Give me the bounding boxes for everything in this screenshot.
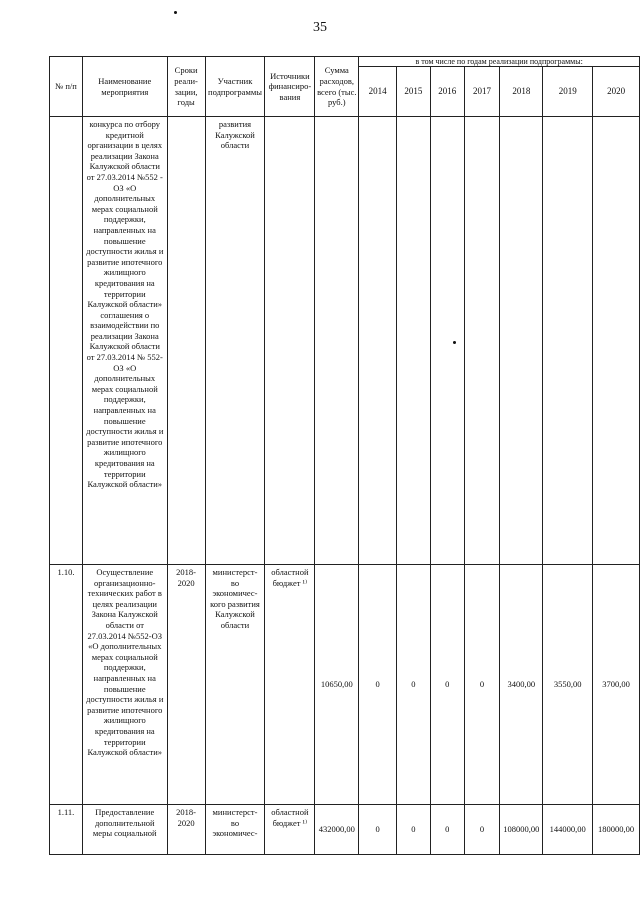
budget-table <box>49 56 640 855</box>
table-row <box>50 805 640 855</box>
row-value-2016: 0 <box>430 565 464 805</box>
row-name-text: Осуществление организационно-технических работ в целях реализации Закона Калужской области от 27.03.2014 №552-ОЗ «О дополнительных мерах социальной поддержки, направленных на повышение доступности жилья и развитие ипотечного жилищного кредитования на территории Калужской области» <box>86 567 164 758</box>
header-year: 2015 <box>397 67 431 117</box>
row-participant <box>205 565 265 805</box>
row-participant-text: министерст-во экономичес- <box>212 807 258 839</box>
row-value-2014 <box>359 117 397 565</box>
scan-speck <box>174 11 177 14</box>
table-row <box>50 117 640 565</box>
row-value-2020: 180000,00 <box>593 805 640 855</box>
row-value-2017 <box>464 117 500 565</box>
row-value-2018: 3400,00 <box>500 565 543 805</box>
row-participant-text: министерст-во экономичес-кого развития Калужской области <box>210 567 260 630</box>
header-year: 2017 <box>464 67 500 117</box>
header-num: № п/п <box>50 57 83 117</box>
row-name <box>82 805 167 855</box>
row-sum: 432000,00 <box>315 805 359 855</box>
row-value-2018: 108000,00 <box>500 805 543 855</box>
row-value-2020 <box>593 117 640 565</box>
header-participant: Участник подпрограммы <box>205 57 265 117</box>
header-name: Наименование мероприятия <box>82 57 167 117</box>
row-num <box>50 565 83 805</box>
row-value-2016: 0 <box>430 805 464 855</box>
row-value-2017: 0 <box>464 805 500 855</box>
table-row <box>50 565 640 805</box>
row-num <box>50 117 83 565</box>
header-terms: Сроки реали-зации, годы <box>167 57 205 117</box>
row-value-2015: 0 <box>397 565 431 805</box>
row-participant <box>205 805 265 855</box>
header-year: 2019 <box>543 67 593 117</box>
row-name-text: конкурса по отбору кредитной организации в целях реализации Закона Калужской области от 27.03.2014 №552 - ОЗ «О дополнительных мерах социальной поддержки, направленных на повышение доступности жилья и развитие ипотечного жилищного кредитования на территории Калужской области» соглашения о взаимодействии по реализации Закона Калужской области от 27.03.2014 № 552-ОЗ «О дополнительных мерах социальной поддержки, направленных на повышение доступности жилья и развитие ипотечного жилищного кредитования на территории Калужской области» <box>86 119 164 490</box>
row-sum: 10650,00 <box>315 565 359 805</box>
row-source <box>265 117 315 565</box>
header-year: 2016 <box>430 67 464 117</box>
header-years-group: в том числе по годам реализации подпрограммы: <box>359 57 640 67</box>
header-year: 2014 <box>359 67 397 117</box>
row-name <box>82 117 167 565</box>
row-value-2015: 0 <box>397 805 431 855</box>
row-name-text: Предоставление дополнительной меры социальной <box>92 807 157 839</box>
row-source <box>265 565 315 805</box>
row-value-2014: 0 <box>359 565 397 805</box>
table-header-row <box>50 57 640 67</box>
row-participant <box>205 117 265 565</box>
row-value-2019: 3550,00 <box>543 565 593 805</box>
header-source: Источники финансиро-вания <box>265 57 315 117</box>
header-sum: Сумма расходов, всего (тыс. руб.) <box>315 57 359 117</box>
row-value-2019: 144000,00 <box>543 805 593 855</box>
row-value-2019 <box>543 117 593 565</box>
row-value-2020: 3700,00 <box>593 565 640 805</box>
page-number: 35 <box>313 20 327 35</box>
row-value-2014: 0 <box>359 805 397 855</box>
row-participant-text: развития Калужской области <box>215 119 255 151</box>
row-value-2017: 0 <box>464 565 500 805</box>
row-terms <box>167 565 205 805</box>
row-source-text: областной бюджет ¹⁾ <box>271 807 309 828</box>
header-year: 2020 <box>593 67 640 117</box>
row-sum <box>315 117 359 565</box>
row-num-text: 1.11. <box>57 807 75 817</box>
row-value-2016 <box>430 117 464 565</box>
row-num-text: 1.10. <box>57 567 75 577</box>
row-source <box>265 805 315 855</box>
row-terms <box>167 117 205 565</box>
row-value-2015 <box>397 117 431 565</box>
row-num <box>50 805 83 855</box>
header-year: 2018 <box>500 67 543 117</box>
row-terms-text: 2018-2020 <box>176 567 196 588</box>
row-value-2018 <box>500 117 543 565</box>
row-name <box>82 565 167 805</box>
row-source-text: областной бюджет ¹⁾ <box>271 567 309 588</box>
row-terms-text: 2018-2020 <box>176 807 196 828</box>
row-terms <box>167 805 205 855</box>
